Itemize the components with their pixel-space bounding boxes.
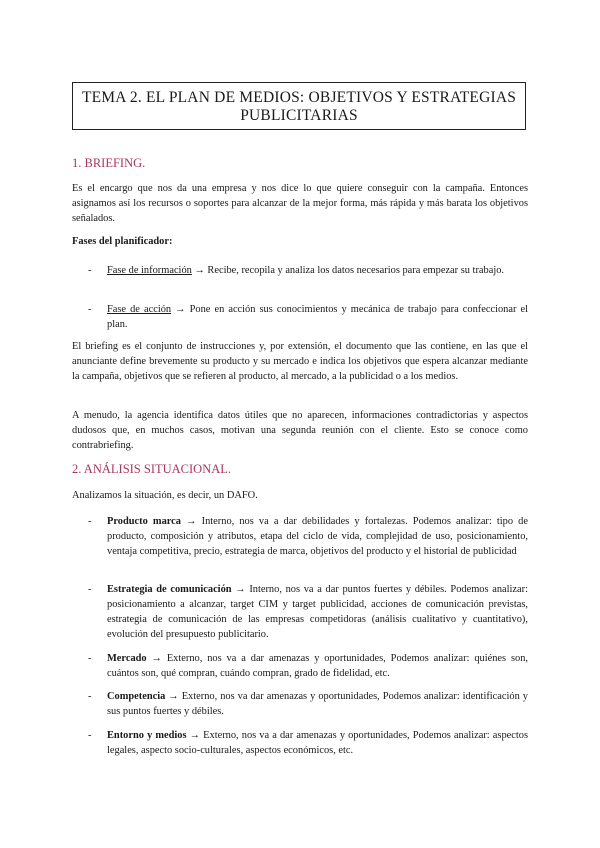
dafo-term: Entorno y medios bbox=[107, 730, 187, 741]
dafo-body bbox=[107, 651, 528, 681]
dafo-text: → Externo, nos va dar amenazas y oportunidades, Podemos analizar: identificación y sus puntos fuertes y débiles. bbox=[107, 691, 528, 717]
title-line-2: PUBLICITARIAS bbox=[240, 107, 358, 124]
list-dash: - bbox=[88, 653, 92, 664]
phase-text: → Recibe, recopila y analiza los datos necesarios para empezar su trabajo. bbox=[191, 265, 505, 276]
phase-term: Fase de información bbox=[107, 265, 192, 276]
dafo-text: → Externo, nos va a dar amenazas y oportunidades, Podemos analizar: quiénes son, cuántos son, qué compran, cuándo compran, grado de fidelidad, etc. bbox=[107, 653, 528, 679]
phase-body bbox=[107, 263, 528, 278]
dafo-text: → Interno, nos va a dar debilidades y fortalezas. Podemos analizar: tipo de producto, composición y atributos, etapa del ciclo de vida, complejidad de uso, posicionamiento, ventaja competitiva, precio, estrategia de marca, objetivos del producto y el historial de publicidad bbox=[107, 516, 528, 557]
document-title bbox=[72, 82, 526, 130]
phase-text: → Pone en acción sus conocimientos y mecánica de trabajo para confeccionar el plan. bbox=[107, 304, 528, 330]
contrabriefing-paragraph: A menudo, la agencia identifica datos útiles que no aparecen, informaciones contradictorias y aspectos dudosos que, en muchos casos, motivan una segunda reunión con el cliente. Esto se conoce como contrabriefing. bbox=[72, 410, 528, 451]
list-dash: - bbox=[88, 730, 92, 741]
list-dash: - bbox=[88, 265, 92, 276]
phase-term: Fase de acción bbox=[107, 304, 172, 315]
dafo-body bbox=[107, 728, 528, 758]
list-dash: - bbox=[88, 584, 92, 595]
dafo-term: Producto marca bbox=[107, 516, 181, 527]
dafo-term: Competencia bbox=[107, 691, 166, 702]
phases-label: Fases del planificador: bbox=[72, 236, 173, 247]
analisis-intro: Analizamos la situación, es decir, un DAFO. bbox=[72, 490, 258, 501]
dafo-term: Mercado bbox=[107, 653, 147, 664]
list-dash: - bbox=[88, 516, 92, 527]
list-dash: - bbox=[88, 691, 92, 702]
dafo-body bbox=[107, 514, 528, 559]
list-dash: - bbox=[88, 304, 92, 315]
dafo-body bbox=[107, 582, 528, 642]
section-heading-analisis: 2. ANÁLISIS SITUACIONAL. bbox=[72, 462, 232, 476]
phase-body bbox=[107, 302, 528, 332]
section-heading-briefing: 1. BRIEFING. bbox=[72, 156, 146, 170]
dafo-text: → Externo, nos va a dar amenazas y oportunidades, Podemos analizar: aspectos legales, aspecto socio-culturales, aspectos económicos, etc. bbox=[107, 730, 529, 756]
briefing-definition: El briefing es el conjunto de instrucciones y, por extensión, el documento que las contiene, en las que el anunciante define brevemente su producto y su mercado e indica los objetivos que espera alcanzar mediante la campaña, objetivos que se refieren al producto, al mercado, a la publicidad o a los medios. bbox=[72, 341, 528, 382]
dafo-term: Estrategia de comunicación bbox=[107, 584, 232, 595]
title-line-1: TEMA 2. EL PLAN DE MEDIOS: OBJETIVOS Y ESTRATEGIAS bbox=[81, 89, 517, 106]
dafo-body bbox=[107, 689, 528, 719]
briefing-intro: Es el encargo que nos da una empresa y nos dice lo que quiere conseguir con la campaña. Entonces asignamos así los recursos o soportes para alcanzar de la mejor forma, más rápida y más barata los objetivos señalados. bbox=[72, 183, 528, 224]
dafo-text: → Interno, nos va a dar puntos fuertes y débiles. Podemos analizar: posicionamiento a alcanzar, target CIM y target publicidad, acciones de comunicación previstas, estrategia de comunicación de las empresas competidoras (análisis cualitativo y cuantitativo), evolución del presupuesto publicitario. bbox=[107, 584, 528, 640]
